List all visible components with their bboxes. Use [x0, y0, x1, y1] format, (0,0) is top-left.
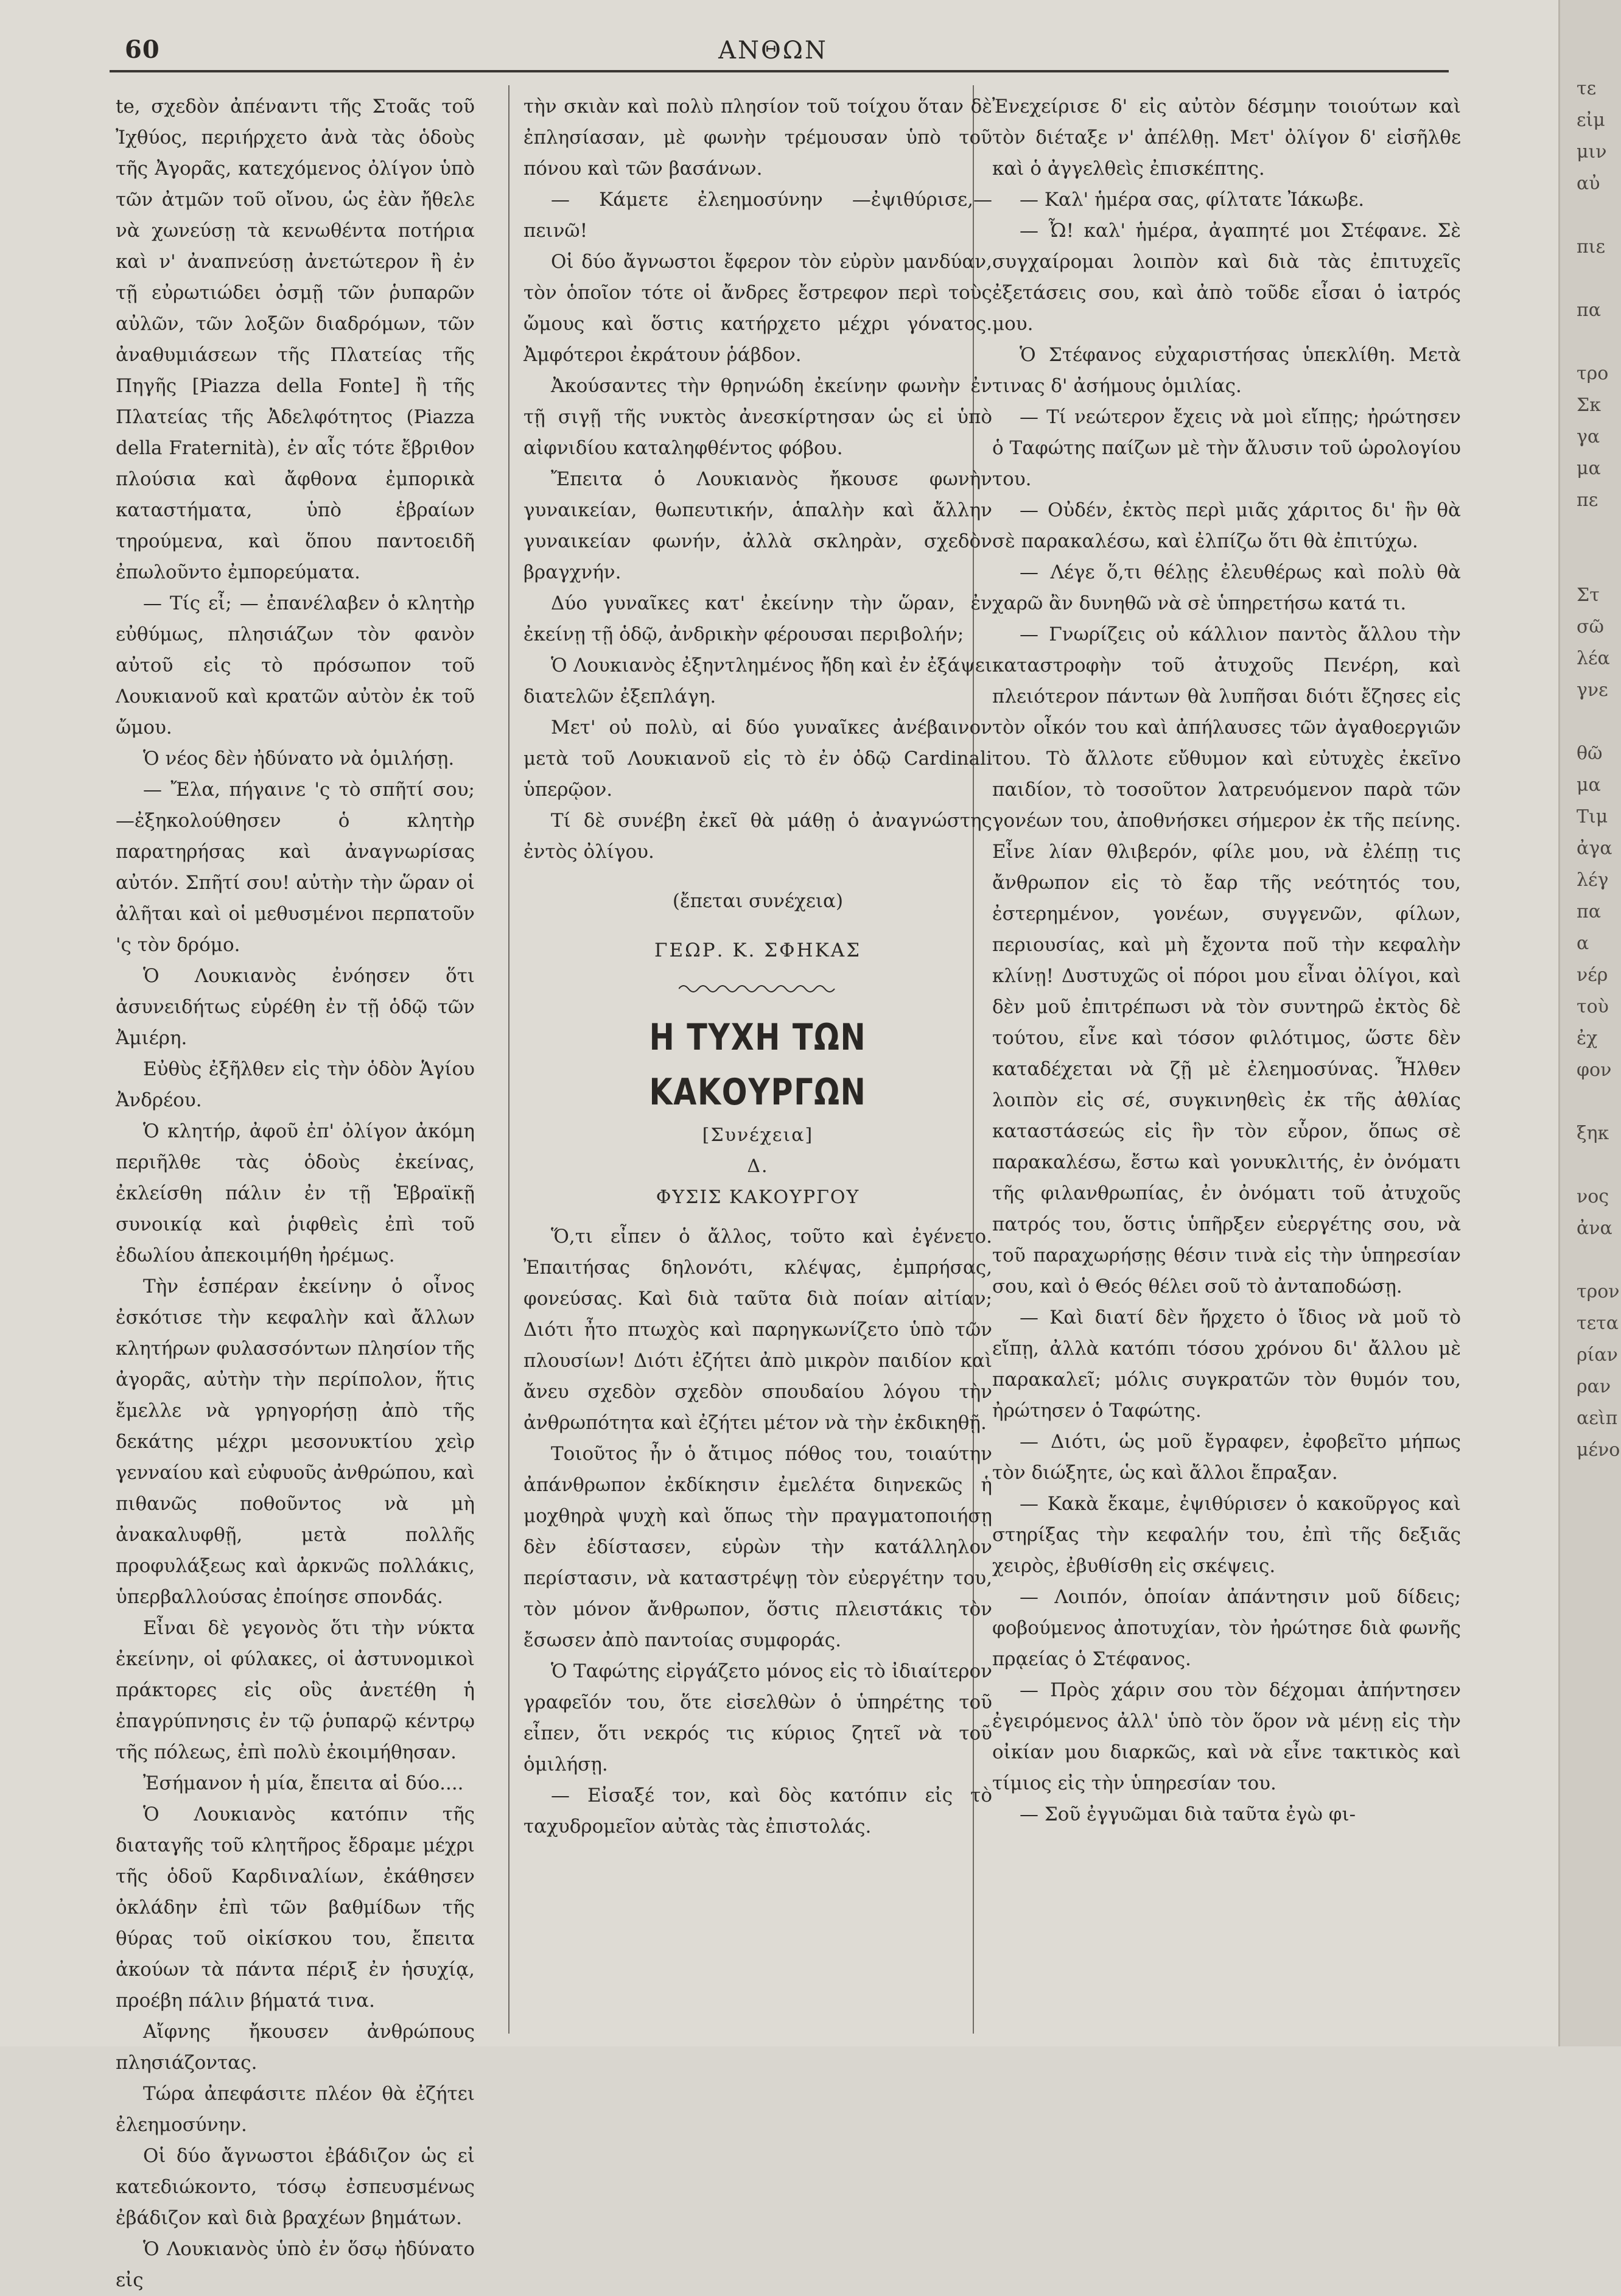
paragraph: Τί δὲ συνέβη ἐκεῖ θὰ μάθῃ ὁ ἀναγνώστης ἐντὸς ὀλίγου.	[523, 810, 992, 863]
story-title: Η ΤΥΧΗ ΤΩΝ ΚΑΚΟΥΡΓΩΝ	[649, 1016, 867, 1114]
paragraph: Ὁ Στέφανος εὐχαριστήσας ὑπεκλίθη. Μετὰ τινας δ' ἀσήμους ὁμιλίας.	[992, 344, 1461, 397]
paragraph: Ὁ Λουκιανὸς ἐνόησεν ὅτι ἀσυνειδήτως εὑρέθη ἐν τῇ ὁδῷ τῶν Ἀμιέρη.	[116, 965, 475, 1049]
paragraph: — Λοιπόν, ὁποίαν ἀπάντησιν μοῦ δίδεις; φοβούμενος ἀποτυχίαν, τὸν ἠρώτησε διὰ φωνῆς πρᾳείας ὁ Στέφανος.	[992, 1586, 1461, 1670]
section-title: ΦΥΣΙΣ ΚΑΚΟΥΡΓΟΥ	[656, 1187, 860, 1208]
paragraph: Αἴφνης ἤκουσεν ἀνθρώπους πλησιάζοντας.	[116, 2021, 475, 2074]
paragraph: Δύο γυναῖκες κατ' ἐκείνην τὴν ὥραν, ἐν ἐκείνῃ τῇ ὁδῷ, ἀνδρικὴν φέρουσαι περιβολήν;	[523, 592, 992, 645]
paragraph: — Ὦ! καλ' ἡμέρα, ἀγαπητέ μοι Στέφανε. Σὲ συγχαίρομαι λοιπὸν καὶ διὰ τὰς ἐπιτυχεῖς ἐξετάσεις σου, καὶ ἀπὸ τοῦδε εἶσαι ὁ ἰατρός μου.	[992, 220, 1461, 335]
section-number: Δ.	[747, 1156, 769, 1177]
paragraph: — Διότι, ὡς μοῦ ἔγραφεν, ἐφοβεῖτο μήπως τὸν διώξητε, ὡς καὶ ἄλλοι ἔπραξαν.	[992, 1431, 1461, 1484]
column-3	[992, 91, 1461, 1830]
paragraph: — Οὐδέν, ἐκτὸς περὶ μιᾶς χάριτος δι' ἣν θὰ σὲ παρακαλέσω, καὶ ἐλπίζω ὅτι θὰ ἐπιτύχω.	[992, 499, 1461, 552]
column-divider	[508, 85, 509, 2034]
paragraph: — Κάμετε ἐλεημοσύνην —ἐψιθύρισε,— πεινῶ!	[523, 189, 992, 242]
paragraph: — Λέγε ὅ,τι θέλῃς ἐλευθέρως καὶ πολὺ θὰ χαρῶ ἂν δυνηθῶ νὰ σὲ ὑπηρετήσω κατά τι.	[992, 561, 1461, 614]
column-2	[523, 91, 992, 1842]
paragraph: — Τίς εἶ; — ἐπανέλαβεν ὁ κλητὴρ εὐθύμως, πλησιάζων τὸν φανὸν αὐτοῦ εἰς τὸ πρόσωπον τοῦ Λουκιανοῦ καὶ κρατῶν αὐτὸν ἐκ τοῦ ὤμου.	[116, 592, 475, 739]
masthead-title: ΑΝΘΩΝ	[718, 37, 828, 65]
facing-page-fragments: τε εἰμ μιν αὐ πιε πα τρο Σκ γα μα πε Στ σῶ λέα γνε θῶ μα Τιμ ἀγα λέγ πα α νέρ τοὺ ἐχ φον ξηκ νος ἀνα τρον τετα ρίαν ραν αεὶπ μένο	[1577, 78, 1620, 1461]
paragraph: Ἐνεχείρισε δ' εἰς αὐτὸν δέσμην τοιούτων καὶ τὸν διέταξε ν' ἀπέλθῃ. Μετ' ὀλίγον δ' εἰσῆλθε καὶ ὁ ἀγγελθεὶς ἐπισκέπτης.	[992, 96, 1461, 180]
paragraph: Τοιοῦτος ἦν ὁ ἄτιμος πόθος του, τοιαύτην ἀπάνθρωπον ἐκδίκησιν ἐμελέτα διηνεκῶς ἡ μοχθηρὰ ψυχὴ καὶ ὅπως τὴν πραγματοποιήσῃ δὲν ἐδίστασεν, εὑρὼν τὴν κατάλληλον περίστασιν, νὰ καταστρέψῃ τὸν εὐεργέτην του, τὸν μόνον ἄνθρωπον, ὅστις πλειστάκις τὸν ἔσωσεν ἀπὸ παντοίας συμφοράς.	[523, 1443, 992, 1651]
paragraph: — Σοῦ ἐγγυῶμαι διὰ ταῦτα ἐγὼ φι-	[1020, 1803, 1356, 1825]
header-rule	[110, 70, 1449, 72]
paragraph: Ὁ Λουκιανὸς κατόπιν τῆς διαταγῆς τοῦ κλητῆρος ἔδραμε μέχρι τῆς ὁδοῦ Καρδιναλίων, ἐκάθησεν ὀκλάδην ἐπὶ τῶν βαθμίδων τῆς θύρας τοῦ οἰκίσκου του, ἔπειτα ἀκούων τὰ πάντα πέριξ ἐν ἡσυχίᾳ, προέβη πάλιν βήματά τινα.	[116, 1803, 475, 2012]
paragraph: Τώρα ἀπεφάσιτε πλέον θὰ ἐζήτει ἐλεημοσύνην.	[116, 2083, 475, 2136]
paragraph: te, σχεδὸν ἀπέναντι τῆς Στοᾶς τοῦ Ἰχθύος, περιήρχετο ἀνὰ τὰς ὁδοὺς τῆς Ἀγορᾶς, κατεχόμενος ὀλίγον ὑπὸ τῶν ἀτμῶν τοῦ οἴνου, ὡς ἐὰν ἤθελε νὰ χωνεύσῃ τὰ κενωθέντα ποτήρια καὶ ν' ἀναπνεύσῃ ἀνετώτερον ἢ ἐν τῇ εὐρωτιώδει ὀσμῇ τῶν ῥυπαρῶν αὐλῶν, τῶν λοξῶν διαδρόμων, τῶν ἀναθυμιάσεων τῆς Πλατείας τῆς Πηγῆς [Piazza della Fonte] ἢ τῆς Πλατείας τῆς Ἀδελφότητος (Piazza della Fraternità), ἐν αἷς τότε ἔβριθον πλούσια καὶ ἄφθονα ἐμπορικὰ καταστήματα, ὑπὸ ἑβραίων τηρούμενα, καὶ ὅπου παντοειδῆ ἐπωλοῦντο ἐμπορεύματα.	[116, 96, 475, 583]
paragraph: Οἱ δύο ἄγνωστοι ἐβάδιζον ὡς εἰ κατεδιώκοντο, τόσῳ ἐσπευσμένως ἐβάδιζον καὶ διὰ βραχέων βημάτων.	[116, 2145, 475, 2229]
story-continuation: [Συνέχεια]	[702, 1125, 814, 1146]
paragraph: — Κακὰ ἔκαμε, ἐψιθύρισεν ὁ κακοῦργος καὶ στηρίξας τὴν κεφαλήν του, ἐπὶ τῆς δεξιᾶς χειρὸς, ἐβυθίσθη εἰς σκέψεις.	[992, 1493, 1461, 1577]
wavy-divider	[679, 980, 837, 998]
paragraph: Ὁ Λουκιανὸς ἐξηντλημένος ἤδη καὶ ἐν ἐξάψει διατελῶν ἐξεπλάγη.	[523, 655, 992, 707]
paragraph: Τὴν ἑσπέραν ἐκείνην ὁ οἶνος ἐσκότισε τὴν κεφαλὴν καὶ ἄλλων κλητήρων φυλασσόντων πλησίον τῆς ἀγορᾶς, αὐτὴν τὴν περίπολον, ἥτις ἔμελλε νὰ γρηγορήσῃ ἀπὸ τῆς δεκάτης μέχρι μεσονυκτίου χεὶρ γενναίου καὶ εὐφυοῦς ἀνθρώπου, καὶ πιθανῶς ποθοῦντος νὰ μὴ ἀνακαλυφθῇ, μετὰ πολλῆς προφυλάξεως καὶ ἀρκνῶς πολλάκις, ὑπερβαλλούσας ἐποίησε σπονδάς.	[116, 1276, 475, 1608]
to-be-continued: (ἔπεται συνέχεια)	[672, 890, 844, 912]
paragraph: Ὁ Ταφώτης εἰργάζετο μόνος εἰς τὸ ἰδιαίτερον γραφεῖόν του, ὅτε εἰσελθὼν ὁ ὑπηρέτης τοῦ εἶπεν, ὅτι νεκρός τις κύριος ζητεῖ νὰ τοῦ ὁμιλήσῃ.	[523, 1660, 992, 1775]
paragraph: — Καὶ διατί δὲν ἤρχετο ὁ ἴδιος νὰ μοῦ τὸ εἴπῃ, ἀλλὰ κατόπι τόσου χρόνου δι' ἄλλου μὲ παρακαλεῖ; μόλις συγκρατῶν τὸν θυμόν του, ἠρώτησεν ὁ Ταφώτης.	[992, 1307, 1461, 1422]
paragraph: Ὁ κλητήρ, ἀφοῦ ἐπ' ὀλίγον ἀκόμη περιῆλθε τὰς ὁδοὺς ἐκείνας, ἐκλείσθη πάλιν ἐν τῇ Ἑβραϊκῇ συνοικίᾳ καὶ ῥιφθεὶς ἐπὶ τοῦ ἐδωλίου ἀπεκοιμήθη ἠρέμως.	[116, 1120, 475, 1266]
page-number: 60	[125, 35, 160, 64]
paragraph: — Τί νεώτερον ἔχεις νὰ μοὶ εἴπῃς; ἠρώτησεν ὁ Ταφώτης παίζων μὲ τὴν ἄλυσιν τοῦ ὡρολογίου του.	[992, 406, 1461, 490]
paragraph: Ἔπειτα ὁ Λουκιανὸς ἤκουσε φωνὴν γυναικείαν, θωπευτικήν, ἁπαλὴν καὶ ἄλλην γυναικείαν φωνήν, ἀλλὰ σκληρὰν, σχεδὸν βραγχνήν.	[523, 468, 992, 583]
paragraph: — Πρὸς χάριν σου τὸν δέχομαι ἀπήντησεν ἐγειρόμενος ἀλλ' ὑπὸ τὸν ὅρον νὰ μένῃ εἰς τὴν οἰκίαν μου διαρκῶς, καὶ νὰ εἶνε τακτικὸς καὶ τίμιος εἰς τὴν ὑπηρεσίαν του.	[992, 1679, 1461, 1794]
paragraph: — Γνωρίζεις οὐ κάλλιον παντὸς ἄλλου τὴν καταστροφὴν τοῦ ἀτυχοῦς Πενέρη, καὶ πλειότερον πάντων θὰ λυπῆσαι διότι ἔζησες εἰς τὸν οἶκόν του καὶ ἀπήλαυσες τῶν ἀγαθοεργιῶν του. Τὸ ἄλλοτε εὔθυμον καὶ εὐτυχὲς ἐκεῖνο παιδίον, τὸ τοσοῦτον λατρευόμενον παρὰ τῶν γονέων του, ἀποθνήσκει σήμερον ἐκ τῆς πείνης. Εἶνε λίαν θλιβερόν, φίλε μου, νὰ ἐλέπῃ τις ἄνθρωπον εἰς τὸ ἔαρ τῆς νεότητός του, ἐστερημένον, γονέων, συγγενῶν, φίλων, περιουσίας, καὶ μὴ ἔχοντα ποῦ τὴν κεφαλὴν κλίνῃ! Δυστυχῶς οἱ πόροι μου εἶναι ὀλίγοι, καὶ δὲν μοῦ ἐπιτρέπωσι νὰ τὸν συντηρῶ ἐκτὸς δὲ τούτου, εἶνε καὶ τόσον φιλότιμος, ὥστε δὲν καταδέχεται νὰ ζῇ μὲ ἐλεημοσύνας. Ἦλθεν λοιπὸν εἰς σέ, συγκινηθεὶς ἐκ τῆς ἀθλίας καταστάσεώς εἰς ἣν τὸν εὗρον, ὅπως σὲ παρακαλέσω, ἔστω καὶ γονυκλιτής, ἐν ὀνόματι τῆς φιλανθρωπίας, ἐν ὀνόματι τοῦ ἀτυχοῦς πατρός του, ὅστις ὑπῆρξεν εὐεργέτης σου, νὰ τοῦ παραχωρήσῃς θέσιν τινὰ εἰς τὴν ὑπηρεσίαν σου, καὶ ὁ Θεός θέλει σοῦ τὸ ἀνταποδώσῃ.	[992, 623, 1461, 1297]
paragraph: — Ἔλα, πήγαινε 'ς τὸ σπῆτί σου; —ἐξηκολούθησεν ὁ κλητὴρ παρατηρήσας καὶ ἀναγνωρίσας αὐτόν. Σπῆτί σου! αὐτὴν τὴν ὥραν οἱ ἀλῆται καὶ οἱ μεθυσμένοι περπατοῦν 'ς τὸν δρόμο.	[116, 779, 475, 956]
paragraph: τὴν σκιὰν καὶ πολὺ πλησίον τοῦ τοίχου ὅταν δὲ ἐπλησίασαν, μὲ φωνὴν τρέμουσαν ὑπὸ τοῦ πόνου καὶ τῶν βασάνων.	[523, 96, 992, 180]
paragraph: Εὐθὺς ἐξῆλθεν εἰς τὴν ὁδὸν Ἁγίου Ἀνδρέου.	[116, 1058, 475, 1111]
paragraph: Ὅ,τι εἶπεν ὁ ἄλλος, τοῦτο καὶ ἐγένετο. Ἐπαιτήσας δηλονότι, κλέψας, ἐμπρήσας, φονεύσας. Καὶ διὰ ταῦτα διὰ ποίαν αἰτίαν; Διότι ἦτο πτωχὸς καὶ παρηγκωνίζετο ὑπὸ τῶν πλουσίων! Διότι ἐζήτει ἀπὸ μικρὸν παιδίον καὶ ἄνευ σχεδὸν σχεδὸν σπουδαίου λόγου τὴν ἀνθρωπότητα καὶ ἐζήτει μέτον νὰ τὴν ἐκδικηθῇ.	[523, 1226, 992, 1434]
paragraph: Ὁ νέος δὲν ἠδύνατο νὰ ὁμιλήσῃ.	[143, 748, 455, 770]
author-signature: ΓΕΩΡ. Κ. ΣΦΗΚΑΣ	[654, 939, 862, 961]
paragraph: Οἱ δύο ἄγνωστοι ἔφερον τὸν εὐρὺν μανδύαν, τὸν ὁποῖον τότε οἱ ἄνδρες ἔστρεφον περὶ τοὺς ὤμους καὶ ὅστις κατήρχετο μέχρι γόνατος. Ἀμφότεροι ἐκράτουν ῥάβδον.	[523, 251, 992, 366]
paragraph: Ἀκούσαντες τὴν θρηνώδη ἐκείνην φωνὴν ἐν τῇ σιγῇ τῆς νυκτὸς ἀνεσκίρτησαν ὡς εἰ ὑπὸ αἰφνιδίου καταληφθέντος φόβου.	[523, 375, 992, 459]
paragraph: — Καλ' ἡμέρα σας, φίλτατε Ἰάκωβε.	[1020, 189, 1365, 211]
paragraph: Ὁ Λουκιανὸς ὑπὸ ἐν ὅσῳ ἠδύνατο εἰς	[116, 2238, 475, 2291]
paragraph: Ἐσήμανον ἡ μία, ἔπειτα αἱ δύο....	[143, 1772, 464, 1794]
paragraph: Εἶναι δὲ γεγονὸς ὅτι τὴν νύκτα ἐκείνην, οἱ φύλακες, οἱ ἀστυνομικοὶ πράκτορες εἰς οὓς ἀνετέθη ἡ ἐπαγρύπνησις ἐν τῷ ῥυπαρῷ κέντρῳ τῆς πόλεως, ἐπὶ πολὺ ἐκοιμήθησαν.	[116, 1617, 475, 1763]
column-1	[116, 91, 475, 2296]
paragraph: — Εἰσαξέ τον, καὶ δὸς κατόπιν εἰς τὸ ταχυδρομεῖον αὐτὰς τὰς ἐπιστολάς.	[523, 1785, 992, 1838]
paragraph: Μετ' οὐ πολὺ, αἱ δύο γυναῖκες ἀνέβαινον μετὰ τοῦ Λουκιανοῦ εἰς τὸ ἐν ὁδῷ Cardinali ὑπερῷον.	[523, 717, 992, 801]
